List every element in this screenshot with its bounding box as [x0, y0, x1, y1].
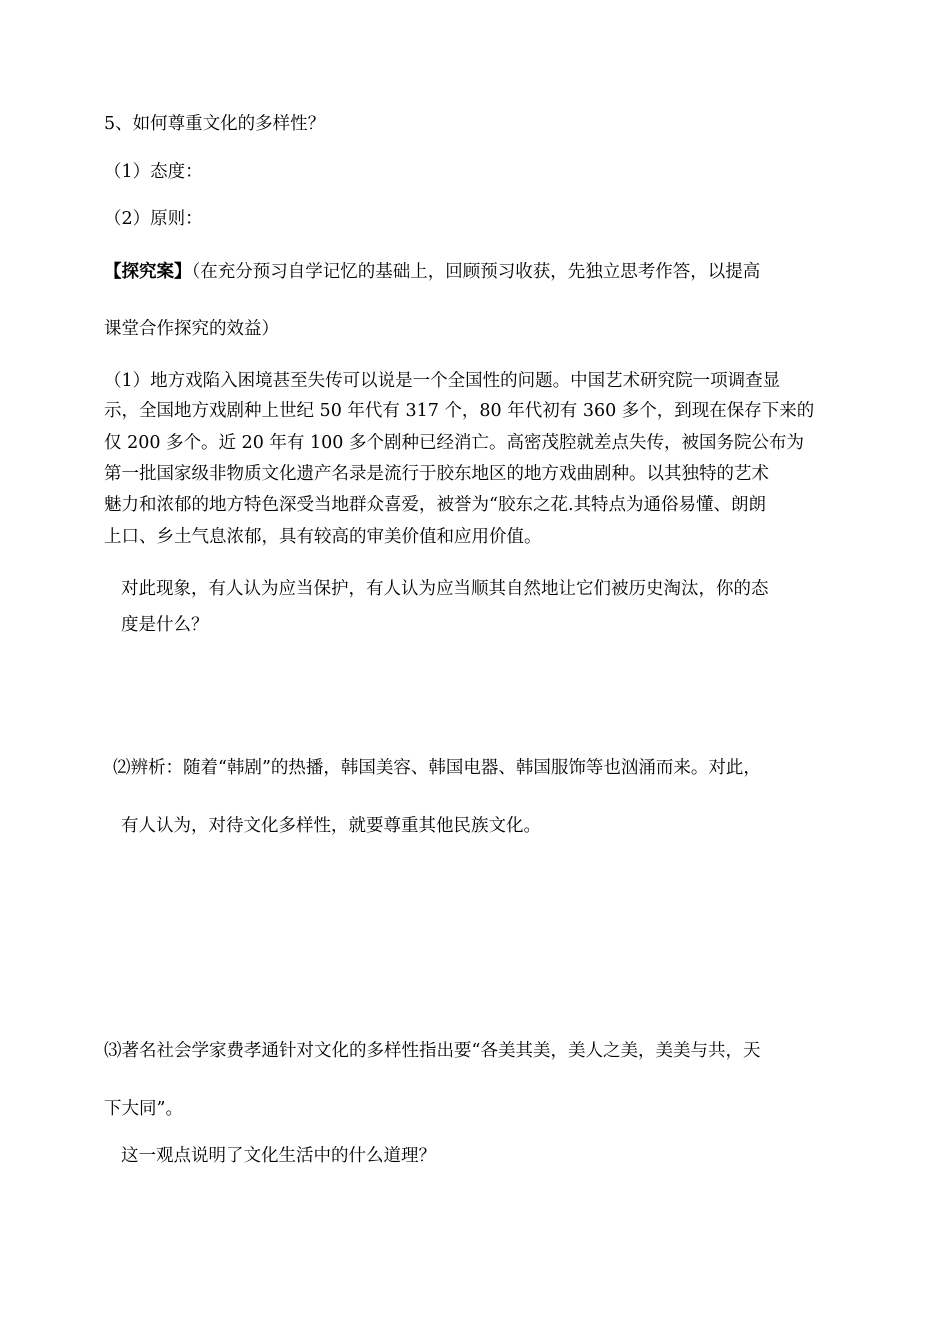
explore-heading — [104, 261, 760, 283]
case1-line: 仅 200 多个。近 20 年有 100 多个剧种已经消亡。高密茂腔就差点失传，被国务院公布为 — [104, 433, 804, 453]
case1-question: 对此现象，有人认为应当保护，有人认为应当顺其自然地让它们被历史淘汰，你的态 — [121, 579, 769, 599]
case3-question: 这一观点说明了文化生活中的什么道理？ — [121, 1146, 436, 1166]
case1-question-cont: 度是什么？ — [121, 615, 209, 635]
case1-line: 上口、乡土气息浓郁，具有较高的审美价值和应用价值。 — [104, 527, 542, 547]
q5-title: 5、如何尊重文化的多样性？ — [104, 114, 326, 134]
case3-quote: ⑶著名社会学家费孝通针对文化的多样性指出要“各美其美，美人之美，美美与共，天 — [104, 1041, 761, 1061]
case2-statement-cont: 有人认为，对待文化多样性，就要尊重其他民族文化。 — [121, 816, 541, 836]
case1-line: （1）地方戏陷入困境甚至失传可以说是一个全国性的问题。中国艺术研究院一项调查显 — [104, 371, 781, 391]
explore-intro: （在充分预习自学记忆的基础上，回顾预习收获，先独立思考作答，以提高 — [191, 262, 761, 282]
case1-line: 第一批国家级非物质文化遗产名录是流行于胶东地区的地方戏曲剧种。以其独特的艺术 — [104, 464, 769, 484]
case1-line: 魅力和浓郁的地方特色深受当地群众喜爱，被誉为“胶东之花.其特点为通俗易懂、朗朗 — [104, 495, 767, 515]
explore-label: 【探究案】 — [104, 262, 192, 282]
case3-quote-cont: 下大同”。 — [104, 1099, 183, 1119]
case1-line: 示，全国地方戏剧种上世纪 50 年代有 317 个，80 年代初有 360 多个，到现在保存下来的 — [104, 401, 815, 421]
q5-attitude: （1）态度： — [104, 162, 203, 182]
case2-statement: ⑵辨析：随着“韩剧”的热播，韩国美容、韩国电器、韩国服饰等也汹涌而来。对此， — [113, 758, 761, 778]
explore-intro-cont: 课堂合作探究的效益） — [104, 319, 279, 339]
q5-principle: （2）原则： — [104, 209, 203, 229]
